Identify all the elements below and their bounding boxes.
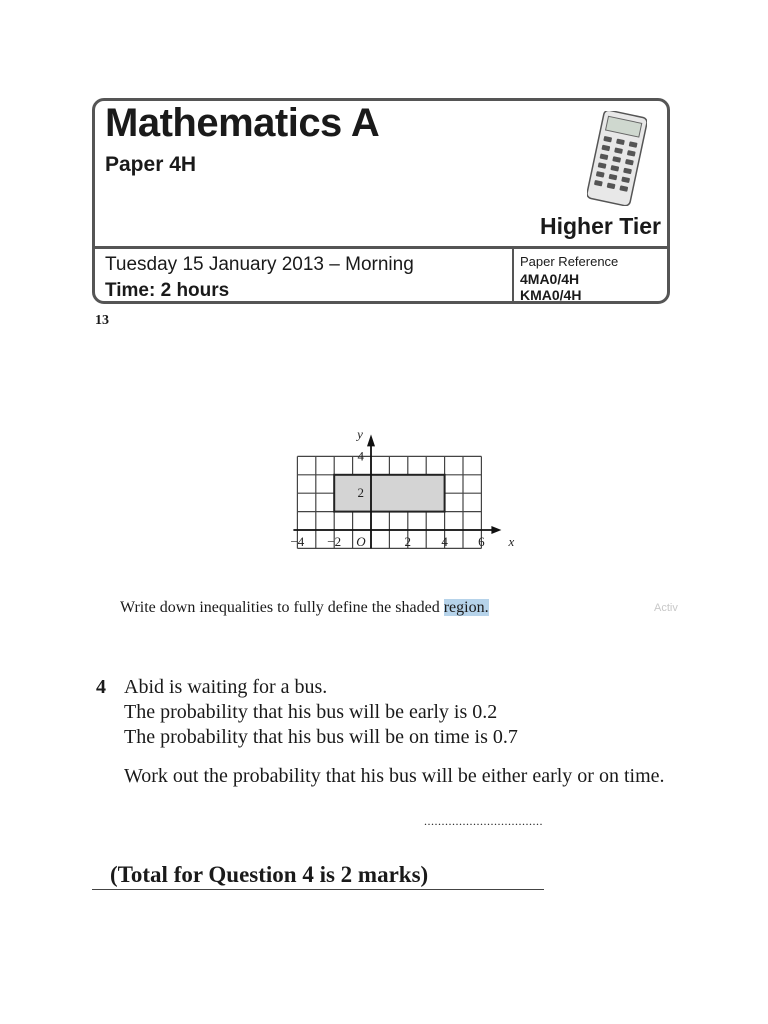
exam-time: Time: 2 hours — [105, 280, 230, 301]
reference-divider — [512, 246, 514, 301]
question-number: 4 — [96, 676, 106, 698]
x-tick-label: 6 — [478, 534, 485, 549]
exam-date: Tuesday 15 January 2013 – Morning — [105, 254, 414, 275]
question-task: Work out the probability that his bus will be either early or on time. — [124, 765, 665, 787]
tier-label: Higher Tier — [540, 213, 661, 239]
x-axis-arrow — [491, 526, 501, 534]
y-tick-label: 4 — [357, 448, 364, 464]
question-text: Abid is waiting for a bus. — [124, 676, 328, 698]
x-tick-label: 4 — [441, 534, 448, 549]
activation-watermark: Activ — [654, 602, 678, 614]
paper-number: Paper 4H — [105, 153, 197, 176]
y-axis-label: y — [357, 426, 363, 442]
y-axis-arrow — [367, 434, 375, 446]
x-tick-label: 2 — [404, 534, 412, 549]
instruction-text: Write down inequalities to fully define the shaded — [120, 599, 444, 616]
question-text: The probability that his bus will be on time is 0.7 — [124, 726, 518, 748]
x-tick-label: −2 — [327, 534, 342, 549]
total-marks: (Total for Question 4 is 2 marks) — [110, 862, 429, 887]
highlighted-word: region. — [443, 599, 489, 616]
coordinate-graph — [200, 325, 640, 555]
paper-reference-code: 4MA0/4H — [520, 271, 580, 287]
answer-line[interactable]: .................................. — [424, 814, 543, 828]
exam-title: Mathematics A — [105, 101, 380, 145]
question-13-instruction — [120, 599, 489, 617]
x-axis-label: x — [508, 534, 515, 549]
question-number: 13 — [95, 313, 109, 328]
total-underline — [92, 889, 544, 890]
paper-reference-label: Paper Reference — [520, 254, 619, 269]
y-tick-label: 2 — [357, 485, 364, 501]
calculator-icon — [587, 111, 647, 206]
origin-label: O — [356, 534, 366, 549]
paper-reference-code: KMA0/4H — [520, 287, 582, 303]
shaded-region — [334, 475, 444, 512]
header-divider — [95, 246, 667, 249]
exam-header — [92, 98, 670, 304]
question-text: The probability that his bus will be early is 0.2 — [124, 701, 498, 723]
x-tick-label: −4 — [290, 534, 305, 549]
